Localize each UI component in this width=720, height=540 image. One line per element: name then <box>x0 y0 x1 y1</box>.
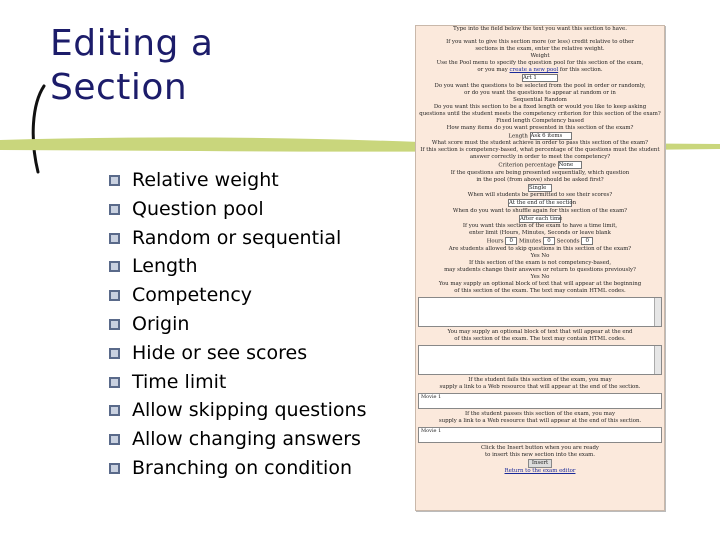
list-item <box>108 281 366 310</box>
bullet-icon <box>108 174 121 187</box>
bullet-icon <box>108 462 121 475</box>
pool-row <box>416 74 664 83</box>
minutes-select[interactable]: 0 <box>543 237 555 245</box>
slide-title <box>50 22 213 110</box>
instruction-text: Do you want the questions to be selected from the pool in order or randomly, <box>434 82 646 89</box>
minutes-label: Minutes <box>518 238 542 245</box>
length-row <box>416 132 664 141</box>
slide-title-line-2: Section <box>50 67 188 108</box>
instruction-text: to insert this new section into the exam. <box>485 451 595 458</box>
bullet-icon <box>108 318 121 331</box>
scrollbar[interactable] <box>654 346 661 374</box>
instruction-text: If this section is competency-based, what percentage of the questions must the student <box>420 147 660 153</box>
instruction-text: If this section of the exam is not competency-based, <box>468 259 612 266</box>
bullet-icon <box>108 404 121 417</box>
instruction-text: or you may <box>477 67 508 73</box>
bullet-icon <box>108 433 121 446</box>
instruction-text: Use the Pool menu to specify the question pool for this section of the exam, <box>436 60 644 66</box>
instruction-text: If the student fails this section of the exam, you may <box>468 376 612 383</box>
skip-radio-group[interactable]: Yes No <box>530 252 550 259</box>
bullet-text: Random or sequential <box>132 226 342 249</box>
return-row <box>416 468 664 475</box>
instruction-text: Do you want this section to be a fixed length or would you like to keep asking <box>433 103 647 110</box>
slide-title-line-1: Editing a <box>50 23 214 64</box>
list-item <box>108 166 366 195</box>
bullet-text: Time limit <box>132 370 227 393</box>
instruction-text: Type into the field below the text you want this section to have. <box>453 26 627 32</box>
instruction-text: supply a link to a Web resource that will appear at the end of the section. <box>439 383 641 390</box>
instruction-text: You may supply an optional block of text that will appear at the end <box>447 328 633 335</box>
bullet-text: Competency <box>132 284 253 307</box>
length-select[interactable]: Ask 6 items <box>530 132 572 140</box>
bullet-icon <box>108 203 121 216</box>
section-editor-screenshot <box>415 25 665 511</box>
instruction-text: Click the Insert button when you are ready <box>481 444 599 451</box>
instruction-text: What score must the student achieve in order to pass this section of the exam? <box>431 140 649 146</box>
scores-row <box>416 199 664 208</box>
instruction-text: of this section of the exam. The text may contain HTML codes. <box>454 287 626 294</box>
scores-select[interactable]: At the end of the section <box>509 200 577 206</box>
instruction-text: When do you want to shuffle again for this section of the exam? <box>452 207 628 214</box>
instruction-text: If you want this section of the exam to have a time limit, <box>462 223 618 229</box>
fail-link-field[interactable]: Movie 1 <box>418 393 662 409</box>
criterion-row <box>416 161 664 170</box>
list-item <box>108 396 366 425</box>
bullet-icon <box>108 347 121 360</box>
time-limit-row <box>416 237 664 246</box>
weight-label: Weight <box>530 53 550 59</box>
instruction-text: How many items do you want presented in this section of the exam? <box>446 124 634 131</box>
scrollbar[interactable] <box>654 298 661 326</box>
list-item <box>108 339 366 368</box>
length-type-radio-group[interactable]: Fixed length Competency based <box>496 117 584 124</box>
instruction-text: When will students be permitted to see their scores? <box>467 192 613 198</box>
list-item <box>108 454 366 483</box>
bullet-text: Length <box>132 255 198 278</box>
weight-row <box>416 53 664 60</box>
list-item <box>108 224 366 253</box>
create-pool-link[interactable]: create a new pool <box>509 67 559 73</box>
instruction-text: If the questions are being presented sequentially, which question <box>450 169 630 176</box>
pool-select[interactable]: Art 1 <box>522 74 558 82</box>
bullet-list <box>108 166 366 483</box>
instruction-text: of this section of the exam. The text may contain HTML codes. <box>454 335 626 342</box>
instruction-text: in the pool (from above) should be asked first? <box>476 176 604 183</box>
hours-select[interactable]: 0 <box>505 237 517 245</box>
hours-label: Hours <box>486 238 504 245</box>
instruction-text: Are students allowed to skip questions in this section of the exam? <box>448 245 632 252</box>
shuffle-row <box>416 215 664 224</box>
bullet-icon <box>108 232 121 245</box>
change-answers-radio-group[interactable]: Yes No <box>530 273 550 280</box>
instruction-text: for this section. <box>559 67 603 73</box>
bullet-text: Allow skipping questions <box>132 399 367 422</box>
bracket-decoration <box>28 84 58 174</box>
pass-link-field[interactable]: Movie 1 <box>418 427 662 443</box>
seconds-select[interactable]: 0 <box>581 237 593 245</box>
instruction-text: sections in the exam, enter the relative weight. <box>475 46 605 52</box>
list-item <box>108 425 366 454</box>
pool-link-row <box>416 67 664 74</box>
instruction-text: may students change their answers or return to questions previously? <box>444 266 636 273</box>
bullet-text: Allow changing answers <box>132 428 361 451</box>
list-item <box>108 368 366 397</box>
order-radio-group[interactable]: Sequential Random <box>513 96 567 103</box>
list-item <box>108 252 366 281</box>
return-link[interactable]: Return to the exam editor <box>504 467 576 474</box>
end-text-area[interactable] <box>418 345 662 375</box>
instruction-text: supply a link to a Web resource that will appear at the end of this section. <box>438 417 642 424</box>
criterion-select[interactable]: None <box>558 161 582 169</box>
first-question-row <box>416 184 664 193</box>
instruction-text: enter limit (Hours, Minutes, Seconds or leave blank <box>469 230 611 236</box>
criterion-label: Criterion percentage <box>498 162 556 169</box>
begin-text-area[interactable] <box>418 297 662 327</box>
bullet-text: Relative weight <box>132 169 279 191</box>
bullet-text: Branching on condition <box>132 456 352 479</box>
insert-row <box>416 459 664 468</box>
instruction-text: questions until the student meets the competency criterion for this section of the exam? <box>419 110 661 117</box>
instruction-text: If the student passes this section of the exam, you may <box>464 410 616 417</box>
insert-button[interactable]: Insert <box>528 459 552 468</box>
list-item <box>108 195 366 224</box>
instruction-text: You may supply an optional block of text that will appear at the beginning <box>438 280 642 287</box>
bullet-text: Origin <box>132 312 190 335</box>
bullet-text: Hide or see scores <box>132 341 308 364</box>
length-label: Length <box>508 133 528 139</box>
instruction-text: If you want to give this section more (or less) credit relative to other <box>446 39 634 45</box>
instruction-text: or do you want the questions to appear at random or in <box>464 89 616 96</box>
first-question-select[interactable]: Single <box>528 184 552 192</box>
bullet-text: Question pool <box>132 197 264 220</box>
seconds-label: Seconds <box>556 238 580 245</box>
shuffle-select[interactable]: After each time <box>520 215 563 222</box>
list-item <box>108 310 366 339</box>
bullet-icon <box>108 289 121 302</box>
instruction-text: answer correctly in order to meet the competency? <box>469 154 611 160</box>
bullet-icon <box>108 260 121 273</box>
bullet-icon <box>108 376 121 389</box>
